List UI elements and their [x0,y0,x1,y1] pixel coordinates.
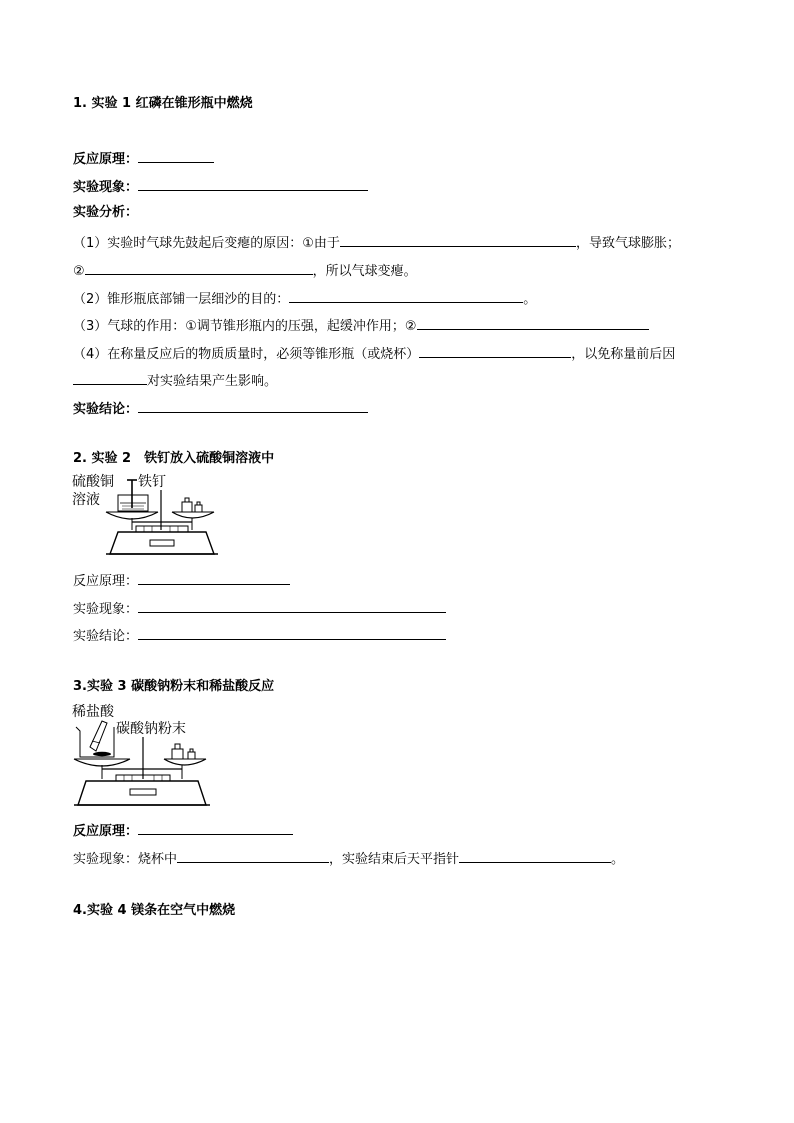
exp3-title: 3.实验 3 碳酸钠粉末和稀盐酸反应 [73,679,275,694]
exp1-title: 1. 实验 1 红磷在锥形瓶中燃烧 [73,96,253,111]
exp2-phenomenon-label: 实验现象： [73,602,139,617]
exp1-conclusion-label: 实验结论： [73,402,139,417]
exp1-q4-line2 [73,371,277,390]
exp3-principle-blank[interactable] [138,821,293,835]
exp1-phenomenon [73,177,368,196]
exp4-title: 4.实验 4 镁条在空气中燃烧 [73,903,236,918]
exp2-balance-figure [72,472,222,564]
exp1-q1-text-b: ，导致气球膨胀； [575,236,680,251]
exp3-phenomenon [73,849,624,868]
exp1-q4-blank-1[interactable] [419,344,571,358]
exp3-phenomenon-text-b: ，实验结束后天平指针 [329,852,460,867]
exp1-q1-text-c: ② [73,264,85,279]
exp1-q4-line1 [73,344,675,363]
exp2-phenomenon [73,599,446,618]
exp2-phenomenon-blank[interactable] [138,599,446,613]
exp2-title: 2. 实验 2 铁钉放入硫酸铜溶液中 [73,451,275,466]
exp3-principle [73,821,293,840]
exp2-principle-blank[interactable] [138,571,290,585]
exp1-analysis-label: 实验分析： [73,205,139,220]
exp1-phenomenon-label: 实验现象： [73,180,139,195]
exp1-q2-text-b: 。 [523,292,537,307]
exp3-fig-label-powder: 碳酸钠粉末 [116,721,186,737]
exp2-conclusion [73,626,446,645]
exp2-fig-label-nail: 铁钉 [138,474,166,490]
exp1-conclusion-blank[interactable] [138,399,368,413]
exp1-q4-blank-2[interactable] [73,371,147,385]
exp1-q1-blank-2[interactable] [85,261,313,275]
exp1-q4-text-c: 对实验结果产生影响。 [147,374,278,389]
exp1-q2 [73,289,536,308]
exp2-conclusion-label: 实验结论： [73,629,139,644]
exp1-q4-text-a: （4）在称量反应后的物质质量时，必须等锥形瓶（或烧杯） [73,347,420,362]
exp2-principle [73,571,290,590]
exp2-conclusion-blank[interactable] [138,626,446,640]
exp3-principle-label: 反应原理： [73,824,139,839]
exp3-phenomenon-blank-2[interactable] [459,849,611,863]
exp3-phenomenon-text-c: 。 [611,852,625,867]
exp1-principle [73,149,214,168]
exp1-q3 [73,316,649,335]
exp1-q1-blank-1[interactable] [340,233,576,247]
exp1-conclusion [73,399,368,418]
exp3-fig-label-acid: 稀盐酸 [72,704,114,720]
exp3-balance-figure [72,701,232,813]
exp1-principle-label: 反应原理： [73,152,139,167]
exp1-q2-blank[interactable] [289,289,523,303]
exp2-principle-label: 反应原理： [73,574,139,589]
exp1-principle-blank[interactable] [138,149,214,163]
exp3-phenomenon-text-a: 实验现象：烧杯中 [73,852,178,867]
exp3-phenomenon-blank-1[interactable] [177,849,329,863]
exp1-q3-text-a: （3）气球的作用：①调节锥形瓶内的压强，起缓冲作用；② [73,319,417,334]
exp1-q2-text-a: （2）锥形瓶底部铺一层细沙的目的： [73,292,290,307]
exp1-q4-text-b: ，以免称量前后因 [571,347,676,362]
exp2-fig-label-solution-1: 硫酸铜 [72,474,114,490]
exp2-fig-label-solution-2: 溶液 [72,492,100,508]
exp1-phenomenon-blank[interactable] [138,177,368,191]
exp1-q1-text-a: （1）实验时气球先鼓起后变瘪的原因：①由于 [73,236,340,251]
exp1-q3-blank[interactable] [417,316,649,330]
exp1-q1-line1 [73,233,680,252]
exp1-q1-line2 [73,261,417,280]
exp1-q1-text-d: ，所以气球变瘪。 [312,264,417,279]
